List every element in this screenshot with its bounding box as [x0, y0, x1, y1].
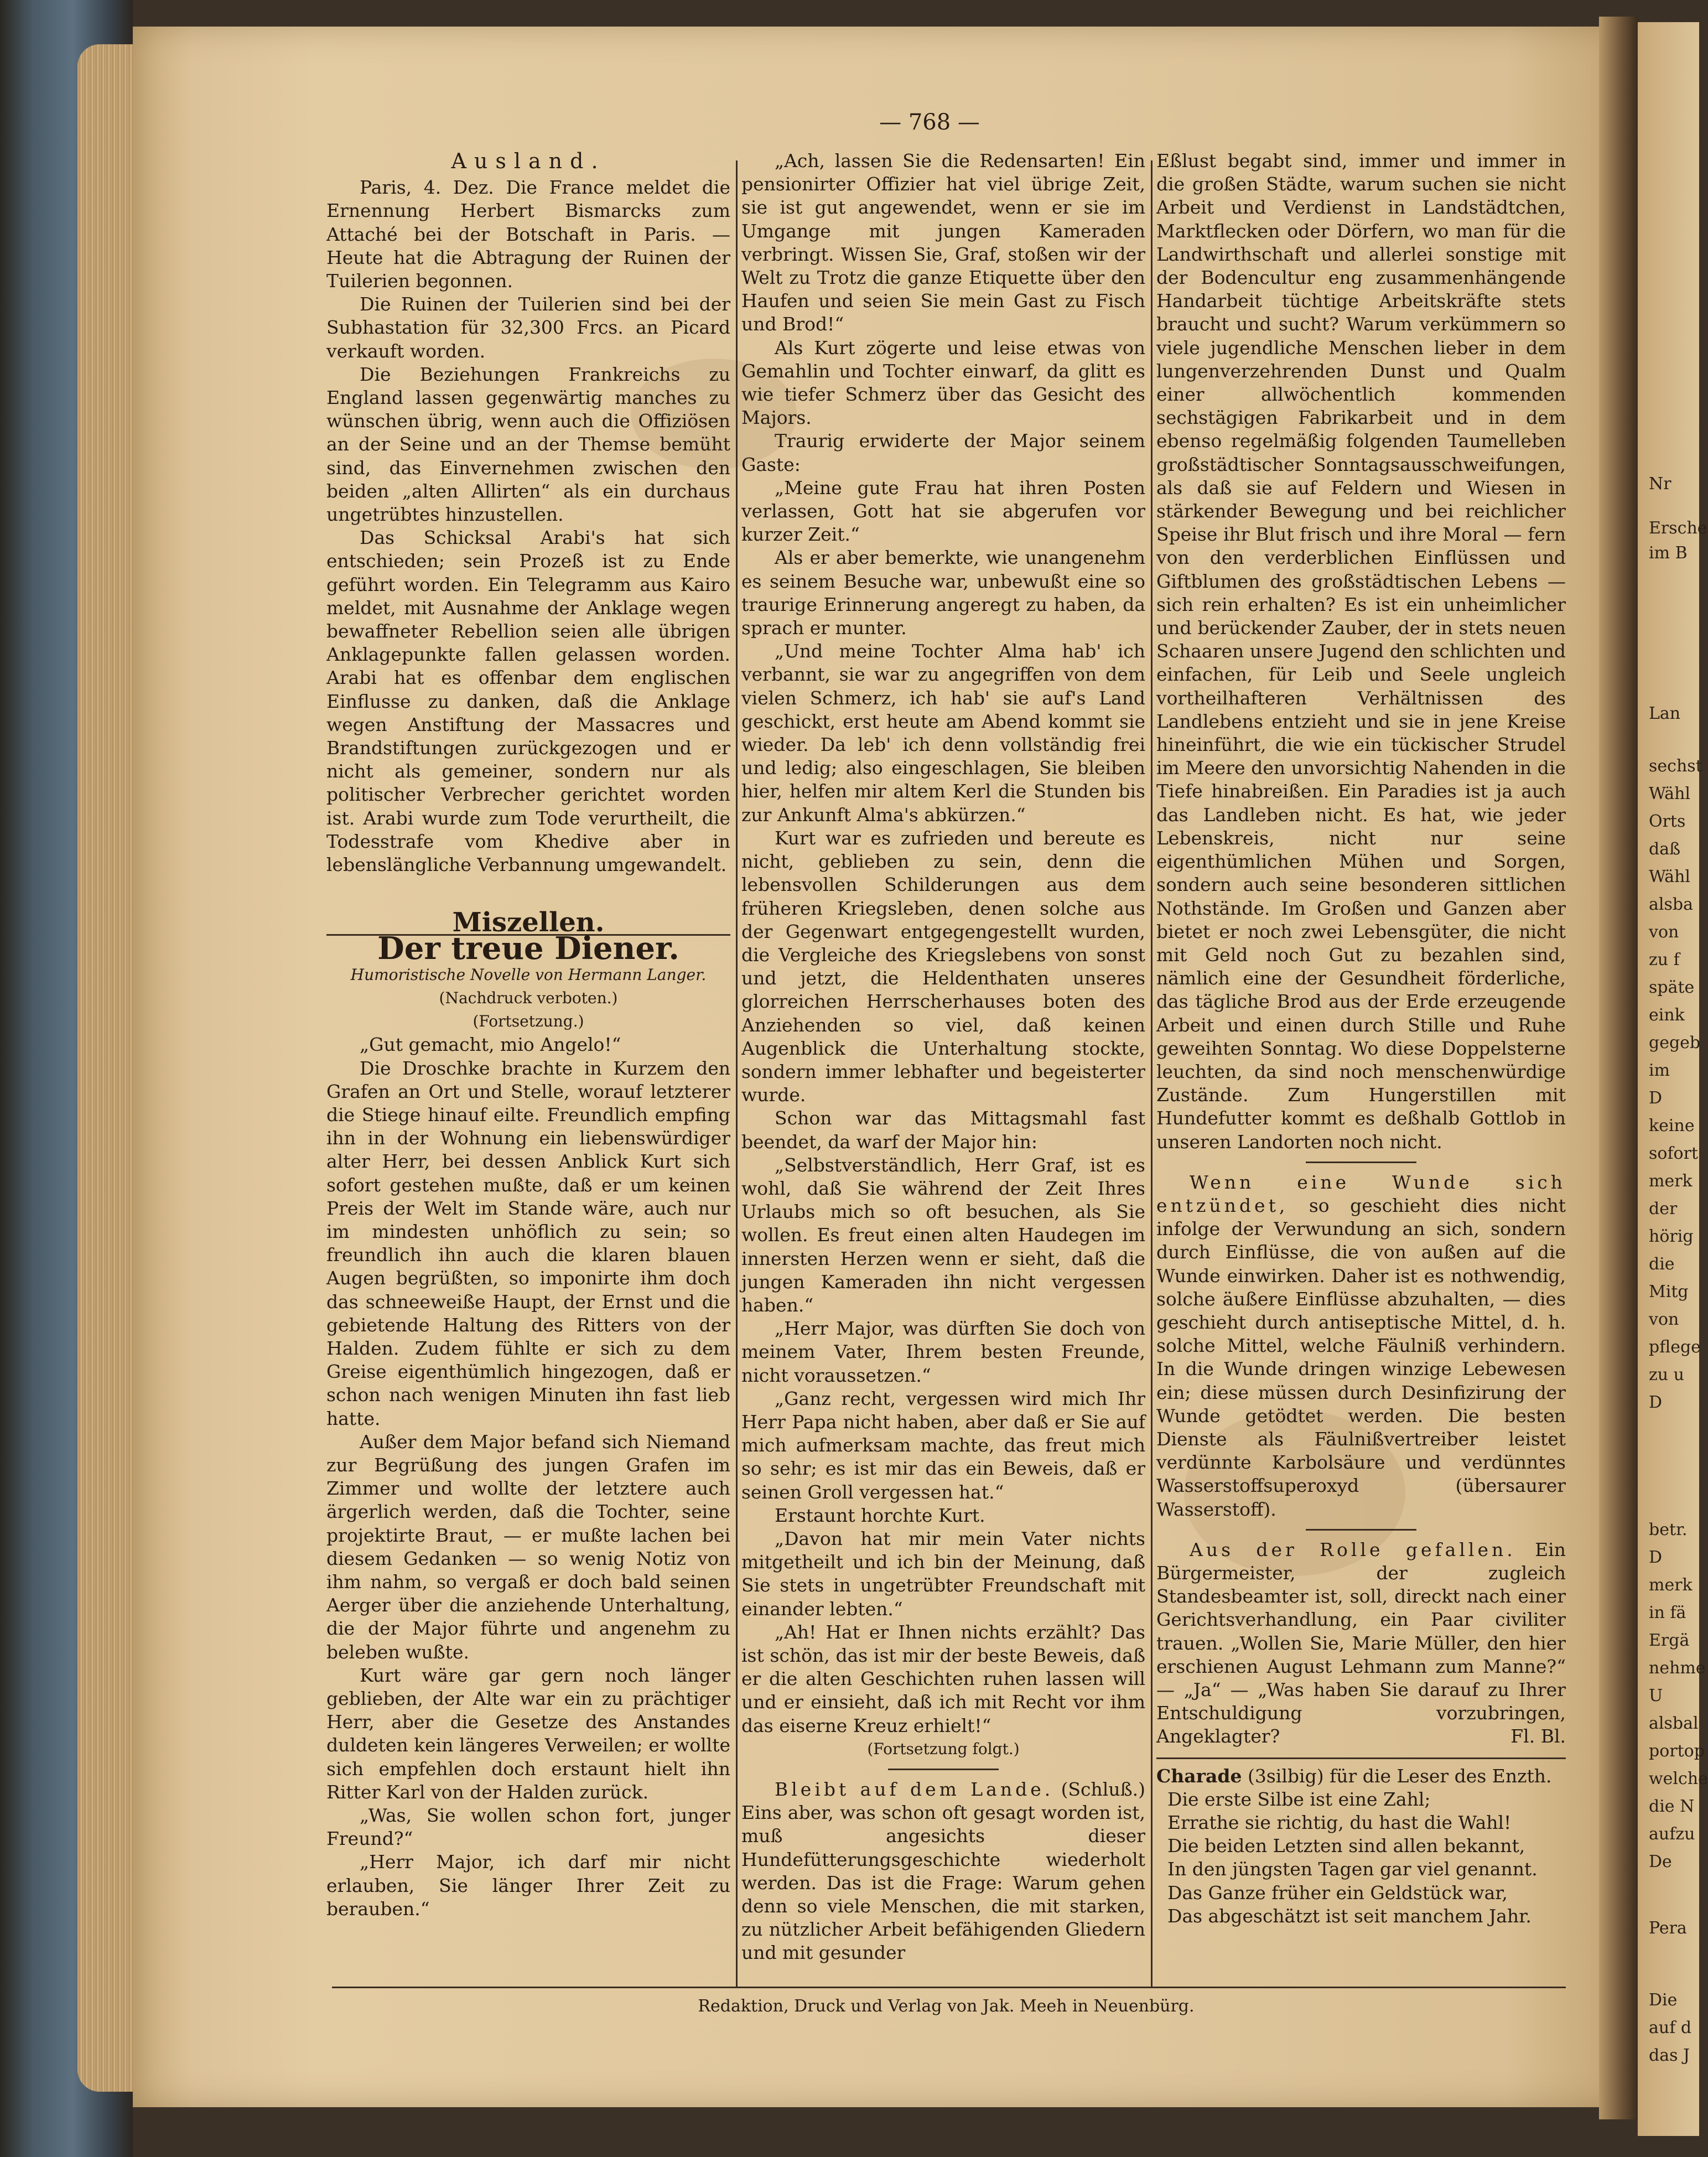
poem-line: Die erste Silbe ist eine Zahl;	[1167, 1788, 1431, 1810]
article-paragraph: Eßlust begabt sind, immer und immer in die großen Städte, warum suchen sie nicht Arbeit und Verdienst in Landstädtchen, Marktflecken oder Dörfern, wo man für die Landwirthschaft und allerlei sonstige mit der Bodencultur eng zusammenhängende Handarbeit tüchtige Arbeitskräfte stets braucht und sucht? Warum verkümmern so viele jugendliche Menschen lieber in dem lungenverzehrenden Dunst und Qualm einer allwöchentlich kommenden sechstägigen Fabrikarbeit und in dem ebenso regelmäßig folgenden Taumelleben großstädtischer Sonntagsausschweifungen, als daß sie auf Feldern und Wiesen in stärkender Bewegung und bei reichlicher Speise ihr Blut frisch und ihre Moral — fern von den verderblichen Einflüssen und Giftblumen des großstädtischen Lebens — sich rein erhalten? Es ist ein unheimlicher und berückender Zauber, der in stets neuen Schaaren unsere Jugend den schlichten und einfachen, für Leib und Seele ungleich vortheilhafteren Verhältnissen des Landlebens entzieht und sie in jene Kreise hineinführt, die wie ein tückischer Strudel im Meere den unvorsichtig Nahenden in die Tiefe hinabreißen. Ein Paradies ist ja auch das Landleben nicht. Es hat, wie jeder Lebenskreis, nicht nur seine eigenthümlichen Mühen und Sorgen, sondern auch seine besonderen sittlichen Nothstände. Im Großen und Ganzen aber bietet er noch zwei Lebensgüter, die nicht mit Geld noch Gut zu bezahlen sind, nämlich eine der Gesundheit förderliche, das tägliche Brod aus der Erde erzeugende Arbeit und einen durch Stille und Ruhe geweihten Sonntag. Wo diese Doppelsterne leuchten, da sind noch menschenwürdige Zustände. Zum Hungerstillen mit Hundefutter kommt es deßhalb Gottlob in unseren Landorten noch nicht.	[1156, 150, 1566, 1153]
page-edges	[77, 44, 138, 2092]
column-rule	[1151, 160, 1152, 1987]
story-paragraph: „Ach, lassen Sie die Redensarten! Ein pensionirter Offizier hat viel übrige Zeit, sie ist gut angewendet, wenn er sie im Umgange mit jungen Kameraden verbringt. Wissen Sie, Graf, stoßen wir der Welt zu Trotz die ganze Etiquette über den Haufen und seien Sie mein Gast zu Fisch und Brod!“	[741, 150, 1145, 335]
news-paragraph: Das Schicksal Arabi's hat sich entschieden; sein Prozeß ist zu Ende geführt worden. Ein Telegramm aus Kairo meldet, mit Ausnahme der Anklage wegen bewaffneter Rebellion seien alle übrigen Anklagepunkte fallen gelassen worden. Arabi hat es offenbar dem englischen Einflusse zu danken, daß die Anklage wegen Anstiftung der Massacres und Brandstiftungen zurückgezogen und er nicht als gemeiner, sondern nur als politischer Verbrecher gerichtet worden ist. Arabi wurde zum Tode verurtheilt, die Todesstrafe vom Khedive aber in lebenslängliche Verbannung umgewandelt.	[326, 527, 730, 876]
facing-text-fragment: Pera	[1649, 1919, 1687, 1938]
charade-heading: Charade	[1156, 1765, 1242, 1787]
section-rule	[1306, 1529, 1416, 1531]
facing-text-fragment: hörig	[1649, 1227, 1694, 1246]
wunde-heading: Wenn eine Wunde sich entzündet,	[1156, 1171, 1566, 1216]
facing-text-fragment: sofort	[1649, 1144, 1699, 1163]
story-paragraph: „Gut gemacht, mio Angelo!“	[360, 1034, 621, 1056]
poem-line: Das Ganze früher ein Geldstück war,	[1167, 1881, 1508, 1904]
facing-text-fragment: D	[1649, 1393, 1663, 1412]
facing-text-fragment: D	[1649, 1548, 1663, 1567]
facing-text-fragment: Ergä	[1649, 1631, 1690, 1650]
facing-text-fragment: aufzu	[1649, 1824, 1695, 1844]
story-paragraph: Traurig erwiderte der Major seinem Gaste:	[741, 430, 1145, 475]
facing-page	[1638, 22, 1708, 2136]
column-3	[1156, 149, 1566, 1928]
poem-line: Errathe sie richtig, du hast die Wahl!	[1167, 1812, 1512, 1834]
bleibt-text: (Schluß.) Eins aber, was schon oft gesagt worden ist, muß angesichts dieser Hundefütterungsgeschichte wiederholt werden. Das ist die Frage: Warum gehen denn so viele Menschen, die mit starken, zu nützlicher Arbeit befähigenden Gliedern und mit gesunder	[741, 1779, 1145, 1964]
story-paragraph: „Selbstverständlich, Herr Graf, ist es wohl, daß Sie während der Zeit Ihres Urlaubs mich so oft besuchen, als Sie wollen. Es freut einen alten Haudegen im innersten Herzen wenn er sieht, daß die jungen Kameraden ihn nicht vergessen haben.“	[741, 1154, 1145, 1316]
story-paragraph: Kurt wäre gar gern noch länger geblieben, der Alte war ein zu prächtiger Herr, aber die Gesetze des Anstandes duldeten kein längeres Verweilen; er wollte sich empfehlen doch erstaunt hielt ihn Ritter Karl von der Halden zurück.	[326, 1664, 730, 1803]
story-paragraph: „Und meine Tochter Alma hab' ich verbannt, sie war zu angegriffen von dem vielen Schmerz, ich hab' sie auf's Land geschickt, erst heute am Abend kommt sie wieder. Da leb' ich denn vollständig frei und ledig; also eingeschlagen, Sie bleiben hier, helfen mir altem Kerl die Stunden bis zur Ankunft Alma's abkürzen.“	[741, 640, 1145, 826]
facing-text-fragment: merk	[1649, 1171, 1693, 1191]
facing-text-fragment: in fä	[1649, 1603, 1686, 1622]
story-paragraph: „Herr Major, ich darf mir nicht erlauben, Sie länger Ihrer Zeit zu berauben.“	[326, 1851, 730, 1920]
facing-text-fragment: das J	[1649, 2046, 1690, 2065]
story-paragraph: Als Kurt zögerte und leise etwas von Gemahlin und Tochter einwarf, da glitt es wie tiefer Schmerz über das Gesicht des Majors.	[741, 336, 1145, 429]
facing-text-fragment: Orts	[1649, 812, 1686, 831]
facing-text-fragment: eink	[1649, 1005, 1685, 1025]
facing-text-fragment: Mitg	[1649, 1282, 1689, 1302]
facing-text-fragment: alsba	[1649, 895, 1693, 914]
facing-text-fragment: im B	[1649, 543, 1688, 563]
facing-text-fragment: D	[1649, 1088, 1663, 1108]
story-paragraph: Erstaunt horchte Kurt.	[775, 1504, 985, 1526]
bleibt-heading: Bleibt auf dem Lande.	[775, 1779, 1054, 1801]
poem-line: Die beiden Letzten sind allen bekannt,	[1167, 1835, 1525, 1857]
story-paragraph: Als er aber bemerkte, wie unangenehm es seinem Besuche war, unbewußt eine so traurige Erinnerung angeregt zu haben, da sprach er munter.	[741, 547, 1145, 639]
continuation-note: (Fortsetzung.)	[473, 1012, 584, 1031]
reprint-notice: (Nachdruck verboten.)	[439, 988, 618, 1007]
rolle-source: Fl. Bl.	[1510, 1725, 1566, 1748]
column-1	[326, 149, 730, 1921]
facing-text-fragment: alsbal	[1649, 1714, 1699, 1733]
facing-text-fragment: nehme	[1649, 1658, 1706, 1678]
facing-text-fragment: Nr	[1649, 474, 1671, 494]
facing-text-fragment: späte	[1649, 978, 1695, 997]
section-rule	[1156, 1757, 1566, 1759]
rolle-heading: Aus der Rolle gefallen.	[1190, 1538, 1516, 1560]
facing-text-fragment: De	[1649, 1852, 1672, 1871]
charade-intro: (3silbig) für die Leser des Enzth.	[1247, 1765, 1552, 1787]
miszellen-heading: Miszellen.	[452, 907, 605, 938]
facing-text-fragment: Ersche	[1649, 518, 1707, 538]
story-paragraph: „Meine gute Frau hat ihren Posten verlassen, Gott hat sie abgerufen vor kurzer Zeit.“	[741, 476, 1145, 546]
news-paragraph: Paris, 4. Dez. Die France meldet die Ernennung Herbert Bismarcks zum Attaché bei der Botschaft in Paris. — Heute hat die Abtragung der Ruinen der Tuilerien begonnen.	[326, 177, 730, 292]
imprint-footer: Redaktion, Druck und Verlag von Jak. Meeh in Neuenbürg.	[698, 1997, 1195, 2016]
column-2	[741, 149, 1145, 1965]
story-byline: Humoristische Novelle von Hermann Langer.	[350, 965, 707, 984]
facing-text-fragment: der	[1649, 1199, 1678, 1219]
facing-text-fragment: auf d	[1649, 2018, 1692, 2037]
poem-line: In den jüngsten Tagen gar viel genannt.	[1167, 1858, 1538, 1880]
story-paragraph: Kurt war es zufrieden und bereute es nicht, geblieben zu sein, denn die lebensvollen Schilderungen aus dem früheren Kriegsleben, denen solche aus der Gegenwart entgegengestellt wurden, die Vergleiche des Kriegslebens von sonst und jetzt, die Heldenthaten unseres glorreichen Herrscherhauses boten des Anziehenden so viel, daß keinen Augenblick die Unterhaltung stockte, sondern immer lebhafter und begeisterter wurde.	[741, 827, 1145, 1106]
to-be-continued: (Fortsetzung folgt.)	[867, 1739, 1020, 1758]
facing-text-fragment: die N	[1649, 1797, 1695, 1816]
charade-poem	[1156, 1788, 1566, 1928]
facing-text-fragment: von	[1649, 922, 1679, 942]
news-paragraph: Die Beziehungen Frankreichs zu England lassen gegenwärtig manches zu wünschen übrig, wenn auch die Offiziösen an der Seine und an der Themse bemüht sind, das Einvernehmen zwischen den beiden „alten Allirten“ als ein durchaus ungetrübtes hinzustellen.	[326, 363, 730, 526]
facing-text-fragment: U	[1649, 1686, 1663, 1705]
facing-text-fragment: pflege	[1649, 1337, 1701, 1357]
facing-text-fragment: gegeb	[1649, 1033, 1701, 1052]
facing-text-fragment: sechst	[1649, 756, 1702, 776]
facing-text-fragment: merk	[1649, 1575, 1693, 1595]
facing-text-fragment: Die	[1649, 1990, 1678, 2010]
story-paragraph: „Ah! Hat er Ihnen nichts erzählt? Das ist schön, das ist mir der beste Beweis, daß er die alten Geschichten ruhen lassen will und er einsieht, daß ich mit Recht vor ihm das eiserne Kreuz erhielt!“	[741, 1621, 1145, 1736]
facing-text-fragment: welche	[1649, 1769, 1708, 1788]
column-rule	[736, 160, 738, 1987]
facing-text-fragment: von	[1649, 1310, 1679, 1329]
facing-text-fragment: Lan	[1649, 704, 1681, 723]
facing-text-fragment: die	[1649, 1254, 1675, 1274]
facing-text-fragment: im	[1649, 1061, 1670, 1080]
wunde-text: so geschieht dies nicht infolge der Verwundung an sich, sondern durch Einflüsse, die von außen auf die Wunde einwirken. Daher ist es nothwendig, solche äußere Einflüsse abzuhalten, — dies geschieht durch antiseptische Mittel, d. h. solche Mittel, welche Fäulniß verhindern. In die Wunde dringen winzige Lebewesen ein; diese müssen durch Desinfizirung der Wunde getödtet werden. Die besten Dienste als Fäulnißvertreiber leistet verdünnte Karbolsäure und verdünntes Wasserstoffsuperoxyd (übersaurer Wasserstoff).	[1156, 1194, 1566, 1520]
story-paragraph: „Ganz recht, vergessen wird mich Ihr Herr Papa nicht haben, aber daß er Sie auf mich aufmerksam machte, das freut mich so sehr; es ist mir das ein Beweis, daß er seinen Groll vergessen hat.“	[741, 1387, 1145, 1503]
facing-text-fragment: Wähl	[1649, 867, 1691, 886]
facing-text-fragment: Wähl	[1649, 784, 1691, 803]
page-gutter	[1599, 17, 1638, 2119]
story-paragraph: „Herr Major, was dürften Sie doch von meinem Vater, Ihrem besten Freunde, nicht voraussetzen.“	[741, 1318, 1145, 1386]
facing-text-fragment: keine	[1649, 1116, 1695, 1135]
story-paragraph: Schon war das Mittagsmahl fast beendet, da warf der Major hin:	[741, 1107, 1145, 1153]
facing-text-fragment: zu f	[1649, 950, 1680, 969]
news-paragraph: Die Ruinen der Tuilerien sind bei der Subhastation für 32,300 Frcs. an Picard verkauft worden.	[326, 293, 730, 362]
story-title: Der treue Diener.	[377, 930, 679, 967]
story-paragraph: „Was, Sie wollen schon fort, junger Freund?“	[326, 1805, 730, 1850]
facing-text-fragment: portop	[1649, 1741, 1705, 1761]
facing-text-fragment: betr.	[1649, 1520, 1688, 1539]
rolle-text: Ein Bürgermeister, der zugleich Standesbeamter ist, soll, direckt nach einer Gerichtsverhandlung, ein Paar civiliter trauen. „Wollen Sie, Marie Müller, den hier erschienen August Lehmann zum Manne?“ — „Ja“ — „Was haben Sie darauf zu Ihrer Entschuldigung vorzubringen, Angeklagter?	[1156, 1538, 1566, 1748]
story-paragraph: „Davon hat mir mein Vater nichts mitgetheilt und ich bin der Meinung, daß Sie stets in ungetrübter Freundschaft mit einander lebten.“	[741, 1527, 1145, 1620]
poem-line: Das abgeschätzt ist seit manchem Jahr.	[1167, 1905, 1532, 1927]
facing-text-fragment: zu u	[1649, 1365, 1684, 1385]
story-paragraph: Die Droschke brachte in Kurzem den Grafen an Ort und Stelle, worauf letzterer die Stiege hinauf eilte. Freundlich empfing ihn in der Wohnung ein liebenswürdiger alter Herr, bei dessen Anblick Kurt sich sofort gestehen mußte, daß er um keinen Preis der Welt im Stande wäre, auch nur im mindesten unhöflich zu sein; so freundlich ihn auch die klaren blauen Augen begrüßten, so imponirte ihm doch das schneeweiße Haupt, der Ernst und die gebietende Haltung des Ritters von der Halden. Zudem fühlte er sich zu dem Greise eigenthümlich hingezogen, daß er schon nach wenigen Minuten ihn fast lieb hatte.	[326, 1057, 730, 1429]
facing-text-fragment: daß	[1649, 839, 1681, 859]
ausland-heading: Ausland.	[451, 149, 606, 173]
section-rule	[1306, 1162, 1416, 1163]
page-number: — 768 —	[879, 110, 980, 135]
story-paragraph: Außer dem Major befand sich Niemand zur Begrüßung des jungen Grafen im Zimmer und wollte der letztere auch ärgerlich werden, daß die Tochter, seine projektirte Braut, — er mußte lachen bei diesem Gedanken — so wenig Notiz von ihm nahm, so vergaß er doch bald seinen Aerger über die anziehende Unterhaltung, die der Major führte und angenehm zu beleben wußte.	[326, 1430, 730, 1663]
section-rule	[888, 1769, 999, 1770]
footer-rule	[332, 1987, 1566, 1988]
